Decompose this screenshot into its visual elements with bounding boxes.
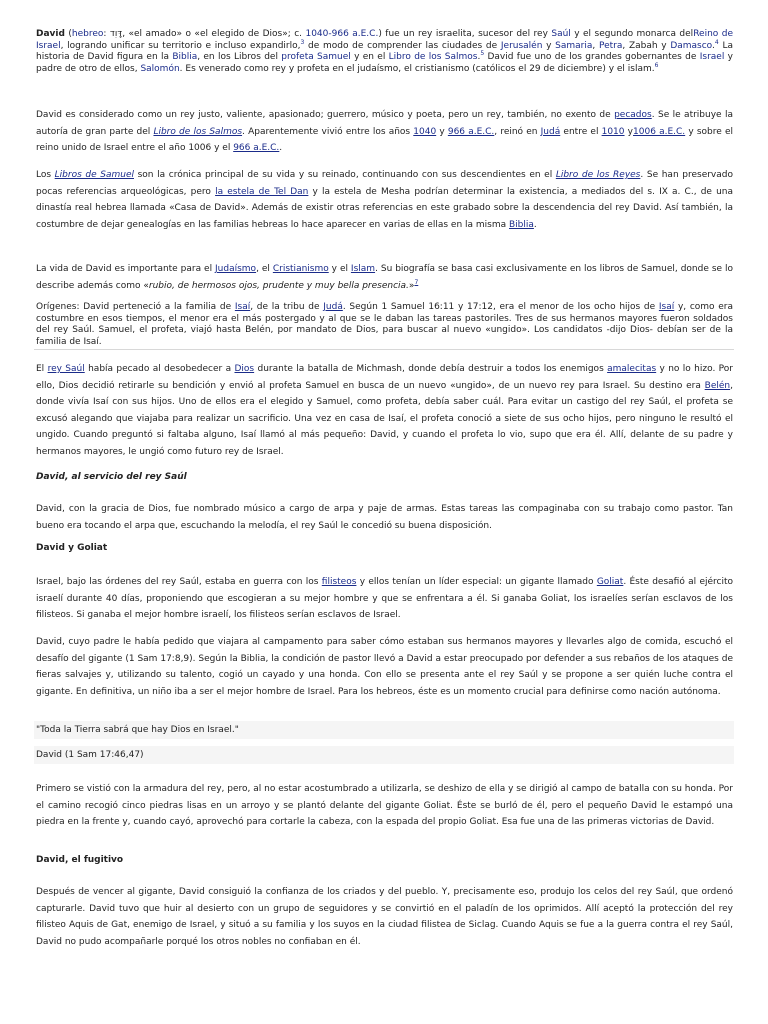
text: y el segundo monarca del	[570, 29, 694, 39]
paragraph-6	[36, 361, 733, 460]
hebrew-word: דָּוִד	[109, 29, 123, 39]
text: . Éste desafió al ejército israelí durante 40 días, proponiendo que escogieran a su mejor hombre y que se enfrentara a él. Si ganaba Goliat, los israelíes serían esclavos de los filisteos. Si ganaba el mejor hombre israelí, los filisteos serían esclavos de Israel.	[36, 577, 733, 620]
text: «el amado» o «el elegido de Dios»; c.	[125, 29, 306, 39]
link-jerusalen[interactable]: Jerusalén	[500, 40, 543, 51]
section-heading-goliat: David y Goliat	[36, 543, 108, 553]
link-1006[interactable]: 1006 a.E.C.	[633, 126, 686, 137]
text: .	[477, 52, 481, 62]
link-juda[interactable]: Judá	[323, 302, 343, 312]
text: David es considerado como un rey justo, valiente, apasionado; guerrero, músico y poeta, pero un rey, también, no exento de	[36, 110, 615, 120]
paragraph-origenes	[36, 302, 733, 348]
text: durante la batalla de Michmash, donde debía destruir a todos los enemigos	[254, 364, 608, 374]
text: El	[36, 364, 48, 374]
text: , en los Libros del	[197, 52, 282, 62]
link-hebreo[interactable]: hebreo	[71, 29, 104, 39]
text: . Aparentemente vivió entre los años	[242, 126, 414, 137]
text: y	[542, 40, 556, 51]
section-heading-fugitivo: David, el fugitivo	[36, 855, 124, 865]
text: , de la tribu de	[250, 302, 324, 312]
text: y	[436, 126, 448, 137]
link-libro-salmos[interactable]: Libro de los Salmos	[388, 52, 478, 62]
text: .	[533, 219, 537, 230]
link-israel[interactable]: Israel	[699, 52, 725, 62]
ref-4[interactable]: 4	[714, 38, 719, 46]
text: David fue uno de los grandes gobernantes de	[484, 52, 700, 62]
link-cristianismo[interactable]: Cristianismo	[272, 264, 329, 274]
text: Los	[36, 170, 55, 180]
text: y el	[328, 264, 351, 274]
link-1040[interactable]: 1040	[413, 126, 437, 137]
paragraph-10: Primero se vistió con la armadura del rey, pero, al no estar acostumbrado a utilizarla, se deshizo de ella y se dirigió al campo de batalla con su honda. Por el camino recogió cinco piedras lisas en un arroyo y se plantó delante del gigante Goliat. Éste se burló de él, pero el pequeño David le estampó una piedra en la frente y, cuando cayó, aprovechó para cortarle la cabeza, con la espada del propio Goliat. Esa fue una de las primeras victorias de David.	[36, 784, 733, 827]
paragraph-7: David, con la gracia de Dios, fue nombrado músico a cargo de arpa y paje de armas. Estas tareas las compaginaba con su trabajo como pastor. Tan bueno era tocando el arpa que, escuchando la melodía, el rey Saúl le concedió su buena disposición.	[36, 504, 733, 531]
link-966[interactable]: 966 a.E.C.	[447, 126, 495, 137]
text: ) fue un rey israelita, sucesor del rey	[378, 29, 552, 39]
link-amalecitas[interactable]: amalecitas	[607, 364, 657, 374]
description-quote: rubio, de hermosos ojos, prudente y muy bella presencia.	[148, 280, 409, 291]
text: Orígenes: David perteneció a la familia de	[36, 302, 235, 312]
link-reino-israel[interactable]: Reino de Israel	[36, 29, 733, 51]
text: y sobre el reino unido de Israel entre el año 1006 y el	[36, 126, 733, 153]
link-isai-2[interactable]: Isaí	[658, 302, 675, 312]
blockquote-attribution: David (1 Sam 17:46,47)	[34, 746, 734, 764]
link-rey-saul[interactable]: rey Saúl	[47, 364, 85, 374]
text: Israel, bajo las órdenes del rey Saúl, estaba en guerra con los	[36, 577, 322, 587]
divider	[34, 349, 734, 350]
text: »	[408, 280, 415, 291]
link-islam[interactable]: Islam	[350, 264, 376, 274]
text: de modo de comprender las ciudades de	[304, 40, 501, 51]
link-libros-samuel[interactable]: Libros de Samuel	[54, 170, 134, 180]
text: había pecado al desobedecer a	[84, 364, 235, 374]
ref-3[interactable]: 3	[300, 38, 305, 46]
link-1010[interactable]: 1010	[601, 126, 625, 137]
link-damasco[interactable]: Damasco	[670, 40, 713, 51]
link-biblia[interactable]: Biblia	[172, 52, 198, 62]
text: , logrando unificar su territorio e incluso expandirlo,	[60, 40, 301, 51]
intro-paragraph: David (hebreo: דָּוִד, «el amado» o «el elegido de Dios»; c. 1040-966 a.E.C.) fue un rey israelita, sucesor del rey Saúl y el segundo monarca delReino de Israel, logrando unificar su territorio e incluso expandirlo,$^3$ de modo de comprender las ciudades de Jerusalén y Samaria, Petra, Zabah y Damasco.$^4$ La historia de David figura en la Biblia, en los Libros del profeta Samuel y en el Libro de los Salmos.$^5$ David fue uno de los grandes gobernantes de Israel y padre de otro de ellos, Salomón. Es venerado como rey y profeta en el judaísmo, el cristianismo (católicos el 29 de diciembre) y el islam.$^6$	[36, 29, 733, 74]
text: .	[279, 143, 283, 153]
link-petra[interactable]: Petra	[598, 40, 623, 51]
ref-5[interactable]: 5	[480, 50, 485, 57]
link-isai[interactable]: Isaí	[234, 302, 251, 312]
link-biblia[interactable]: Biblia	[509, 219, 534, 230]
link-belen[interactable]: Belén	[704, 380, 731, 391]
link-juda[interactable]: Judá	[540, 126, 561, 137]
text: .	[712, 40, 715, 51]
link-samaria[interactable]: Samaria	[555, 40, 593, 51]
link-filisteos[interactable]: filisteos	[321, 577, 357, 587]
link-judaismo[interactable]: Judaísmo	[215, 264, 257, 274]
text: y la estela de Mesha podrían determinar la existencia, a mediados del s. IX a. C., de una dinastía real hebrea llamada «Casa de David». Además de existir otras referencias en este grabado sobre la descendencia del rey David. Así también, la costumbre de dejar genealogías en las familias hebreas lo hace aparecer en varias de ellas en la misma	[36, 186, 734, 230]
section-heading-servicio: David, al servicio del rey Saúl	[36, 472, 187, 482]
text: . Se han preservado pocas referencias arqueológicas, pero	[36, 170, 733, 197]
link-profeta-samuel[interactable]: profeta Samuel	[281, 52, 351, 62]
text: y no lo hizo. Por ello, Dios decidió retirarle su bendición y envió al profeta Samuel en busca de un nuevo «ungido», de un nuevo rey para Israel. Su destino era	[36, 364, 733, 391]
link-pecados[interactable]: pecados	[614, 110, 652, 120]
text: son la crónica principal de su vida y su reinado, continuando con sus descendientes en el	[134, 170, 556, 180]
text: . Es venerado como rey y profeta en el judaísmo, el cristianismo (católicos el 29 de diciembre) y el islam.	[179, 63, 655, 74]
link-966-b[interactable]: 966 a.E.C.	[233, 143, 280, 153]
text: . Se le atribuye la autoría de gran parte del	[36, 110, 733, 137]
paragraph-8	[36, 574, 733, 624]
text: La historia de David figura en la	[36, 40, 733, 62]
link-libro-reyes[interactable]: Libro de los Reyes	[555, 170, 641, 180]
link-salomon[interactable]: Salomón	[140, 63, 180, 74]
ref-6[interactable]: 6	[654, 61, 659, 69]
link-dios[interactable]: Dios	[234, 364, 255, 374]
paragraph-11: Después de vencer al gigante, David consiguió la confianza de los criados y del pueblo. Y, precisamente eso, produjo los celos del rey Saúl, que ordenó capturarle. David tuvo que huir al desierto con un grupo de seguidores y se convirtió en el paladín de los oprimidos. Allí aceptó la protección del rey filisteo Aquis de Gat, enemigo de Israel, y situó a su familia y los suyos en la ciudad filistea de Siclag. Cuando Aquis se fue a la guerra contra el rey Saúl, David no pudo acompañarle porqué los otros nobles no confiaban en él.	[36, 887, 733, 947]
ref-7[interactable]: 7	[414, 278, 419, 286]
link-dates[interactable]: 1040-966 a.E.C.	[305, 29, 379, 39]
link-saul[interactable]: Saúl	[551, 29, 571, 39]
text: , reinó en	[494, 126, 541, 137]
link-libro-salmos[interactable]: Libro de los Salmos	[153, 126, 243, 137]
text: La vida de David es importante para el	[36, 264, 216, 274]
link-estela-tel-dan[interactable]: la estela de Tel Dan	[215, 186, 309, 197]
text: y en el	[350, 52, 389, 62]
text: , donde vivía Isaí con sus hijos. Uno de ellos era el elegido y Samuel, como profeta, debía saber cuál. Para evitar un castigo del rey Saúl, el profeta se excusó alegando que viajaba para realizar un sacrificio. Una vez en casa de Isaí, el profeta conoció a siete de sus ocho hijos, pero ninguno le resultó el ungido. Cuando preguntó si faltaba alguno, Isaí llamó al más pequeño: David, y cuando el profeta lo vio, supo que era él. Allí, delante de su padre y hermanos mayores, le ungió como futuro rey de Israel.	[36, 380, 733, 457]
text: , Zabah y	[622, 40, 671, 51]
blockquote-text: "Toda la Tierra sabrá que hay Dios en Israel."	[34, 721, 734, 739]
text: y	[624, 126, 634, 137]
text: y, como era costumbre en esos tiempos, el menor era el más postergado y al que se le daban las tareas pastoriles. Tres de sus hermanos mayores fueron soldados del rey Saúl. Samuel, el profeta, viajó hasta Belén, por mandato de Dios, para buscar al nuevo «ungido». Los candidatos -dijo Dios- debían ser de la familia de Isaí.	[36, 302, 734, 347]
text: entre el	[560, 126, 602, 137]
paragraph-2	[36, 107, 733, 157]
article-subject: David	[36, 29, 65, 39]
text: ,	[592, 40, 599, 51]
link-goliat[interactable]: Goliat	[596, 577, 624, 587]
text: . Según 1 Samuel 16:11 y 17:12, era el menor de los ocho hijos de	[342, 302, 659, 312]
text: y ellos tenían un líder especial: un gigante llamado	[356, 577, 597, 587]
paragraph-4	[36, 261, 733, 294]
paragraph-9: David, cuyo padre le había pedido que viajara al campamento para saber cómo estaban sus hermanos mayores y llevarles algo de comida, escuchó el desafío del gigante (1 Sam 17:8,9). Según la Biblia, la condición de pastor llevó a David a estar preocupado por defender a sus rebaños de los ataques de fieras salvajes y, utilizando su talento, cogió un cayado y una honda. Con ello se presenta ante el rey Saúl y se propone a ser quién luche contra el gigante. En definitiva, un niño iba a ser el mejor hombre de Israel. Para los hebreos, éste es un momento crucial para definirse como nación autónoma.	[36, 637, 733, 697]
text: , el	[256, 264, 273, 274]
text: . Su biografía se basa casi exclusivamente en los libros de Samuel, donde se lo describe además como «	[36, 264, 733, 291]
paragraph-3	[36, 167, 733, 233]
text: y padre de otro de ellos,	[36, 52, 733, 74]
